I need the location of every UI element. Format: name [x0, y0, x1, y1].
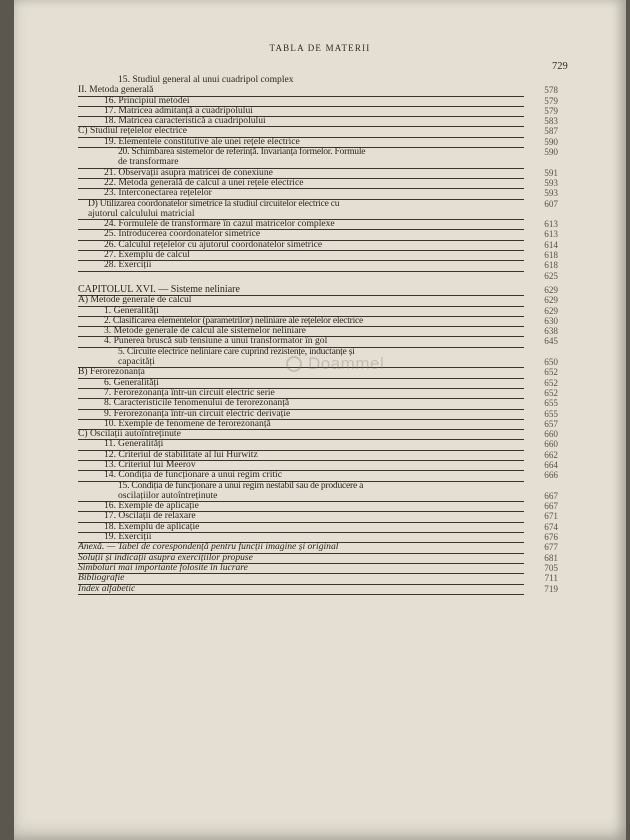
toc-entry-title: A) Metode generale de calcul	[78, 295, 524, 306]
toc-entry-page: 645	[544, 336, 558, 347]
toc-entry-page: 666	[544, 470, 558, 481]
toc-entry-title: Soluții și indicații asupra exercițiilor propuse	[78, 553, 524, 564]
toc-entry	[78, 409, 558, 419]
toc-entry-title: 6. Generalități	[78, 378, 524, 389]
toc-entry-title: 14. Condiția de funcționare a unui regim critic	[78, 470, 524, 481]
toc-section	[78, 429, 558, 439]
toc-entry-title: 22. Metoda generală de calcul a unei rețele electrice	[78, 178, 524, 189]
toc-entry	[78, 378, 558, 388]
toc-entry-title: 17. Oscilații de relaxare	[78, 511, 524, 522]
toc-entry	[78, 168, 558, 178]
toc-entry	[78, 250, 558, 260]
toc-entry-page: 671	[544, 511, 558, 522]
toc-entry	[78, 336, 558, 346]
toc-entry-page: 657	[544, 418, 558, 429]
toc-entry-page: 593	[544, 177, 558, 188]
toc-entry-page: 587	[544, 126, 558, 137]
toc-entry	[78, 260, 558, 270]
toc-entry	[78, 157, 558, 167]
toc-entry	[78, 450, 558, 460]
toc-entry-title: 16. Principiul metodei	[78, 96, 524, 107]
watermark-text: Doammel	[308, 354, 385, 373]
toc-entry	[78, 460, 558, 470]
toc-entry-page: 591	[544, 167, 558, 178]
toc-entry	[78, 137, 558, 147]
toc-entry-page: 593	[544, 188, 558, 199]
toc-entry-page: 667	[544, 490, 558, 501]
toc-section	[78, 542, 558, 552]
toc-entry-title: 28. Exerciții	[78, 260, 524, 271]
toc-entry-title: D) Utilizarea coordonatelor simetrice la studiul circuitelor electrice cu	[88, 198, 340, 209]
toc-entry-title: 13. Criteriul lui Meerov	[78, 460, 524, 471]
toc-entry-page: 613	[544, 229, 558, 240]
toc-entry-title: 8. Caracteristicile fenomenului de ferorezonanță	[78, 398, 524, 409]
toc-entry-page: 660	[544, 439, 558, 450]
toc-entry	[78, 439, 558, 449]
toc-entry	[78, 316, 558, 326]
toc-entry-page: 660	[544, 429, 558, 440]
toc-entry	[78, 188, 558, 198]
toc-entry-title: 7. Ferorezonanța într-un circuit electric serie	[78, 388, 524, 399]
toc-entry-page: 638	[544, 326, 558, 337]
toc-entry-page: 650	[544, 357, 558, 368]
toc-entry	[78, 326, 558, 336]
toc-entry	[78, 470, 558, 480]
toc-entry-title: ajutorul calculului matricial	[78, 209, 524, 220]
toc-entry-page: 607	[544, 198, 558, 209]
toc-entry	[78, 147, 558, 157]
toc-entry	[78, 532, 558, 542]
toc-entry-title: II. Metoda generală	[78, 85, 524, 96]
toc-entry-title: 19. Elementele constitutive ale unei rețele electrice	[78, 137, 524, 148]
toc-section	[78, 85, 558, 95]
toc-entry-title: 16. Exemple de aplicație	[78, 501, 524, 512]
toc-entry-title: 15. Condiția de funcționare a unui regim nestabil sau de producere a	[118, 480, 364, 491]
toc-entry-title: 23. Interconectarea rețelelor	[78, 188, 524, 199]
toc-entry-page: 662	[544, 449, 558, 460]
toc-entry-title: 9. Ferorezonanța într-un circuit electric derivație	[78, 409, 524, 420]
toc-entry-page: 652	[544, 377, 558, 388]
toc-section	[78, 209, 558, 219]
toc-entry	[78, 271, 558, 281]
toc-section	[78, 199, 558, 209]
toc-entry-page: 618	[544, 250, 558, 261]
toc-entry	[78, 306, 558, 316]
toc-entry-title: 3. Metode generale de calcul ale sistemelor neliniare	[78, 326, 524, 337]
toc-entry-title: C) Oscilații autoîntreținute	[78, 429, 524, 440]
toc-entry-title: 21. Observații asupra matricei de conexiune	[78, 168, 524, 179]
toc-entry-page: 711	[544, 573, 558, 584]
toc-entry-page: 655	[544, 408, 558, 419]
toc-entry-title: 11. Generalități	[78, 439, 524, 450]
toc-entry-page: 613	[544, 219, 558, 230]
toc-entry	[78, 419, 558, 429]
toc-entry-page: 583	[544, 116, 558, 127]
toc-chapter	[78, 285, 558, 295]
toc-entry-title: 25. Introducerea coordonatelor simetrice	[78, 229, 524, 240]
toc-entry-title: 20. Schimbarea sistemelor de referință. Invarianța formelor. Formule	[118, 147, 366, 158]
toc-entry	[78, 522, 558, 532]
toc-entry-page: 629	[544, 295, 558, 306]
toc-entry-page: 667	[544, 501, 558, 512]
toc-entry-title: 24. Formulele de transformare în cazul matricelor complexe	[78, 219, 524, 230]
toc-entry-title: capacități	[78, 357, 524, 368]
toc-entry-title: 26. Calculul rețelelor cu ajutorul coordonatelor simetrice	[78, 240, 524, 251]
toc-entry-page: 719	[544, 583, 558, 594]
toc-section	[78, 295, 558, 305]
toc-entry	[78, 398, 558, 408]
toc-section	[78, 553, 558, 563]
toc-entry-page: 630	[544, 315, 558, 326]
toc-entry-page: 652	[544, 367, 558, 378]
toc-entry-title: 12. Criteriul de stabilitate al lui Hurwitz	[78, 450, 524, 461]
toc-entry-page: 655	[544, 398, 558, 409]
toc-entry	[78, 106, 558, 116]
document-page	[14, 0, 626, 840]
toc-entry-title: 19. Exerciții	[78, 532, 524, 543]
toc-entry-page: 578	[544, 85, 558, 96]
toc-entry-title: 17. Matricea admitanță a cuadripolului	[78, 106, 524, 117]
toc-entry-title: 27. Exemplu de calcul	[78, 250, 524, 261]
toc-entry-title: 18. Matricea caracteristică a cuadripolului	[78, 116, 524, 127]
toc-entry-title: 2. Clasificarea elementelor (parametrilor) neliniare ale rețelelor electrice	[78, 316, 524, 327]
toc-entry-title: C) Studiul rețelelor electrice	[78, 126, 524, 137]
toc-entry-page: 625	[544, 270, 558, 281]
toc-entry-page: 629	[544, 284, 558, 295]
toc-entry-title: Index alfabetic	[78, 584, 524, 595]
toc-entry-page: 705	[544, 562, 558, 573]
toc-entry	[78, 116, 558, 126]
toc-entry-title: CAPITOLUL XVI. — Sisteme neliniare	[78, 285, 524, 296]
toc-entry-title: Anexă. — Tabel de corespondență pentru funcții imagine și original	[78, 542, 524, 553]
toc-entry-title: 1. Generalități	[78, 306, 524, 317]
toc-section	[78, 563, 558, 573]
toc-entry-page: 579	[544, 95, 558, 106]
toc-entry	[78, 388, 558, 398]
toc-entry-page: 674	[544, 521, 558, 532]
toc-entry-page: 676	[544, 532, 558, 543]
running-title: TABLA DE MATERII	[269, 43, 371, 53]
toc-entry	[78, 511, 558, 521]
toc-section	[78, 584, 558, 594]
table-of-contents	[78, 75, 558, 594]
toc-entry-title: 18. Exemplu de aplicație	[78, 522, 524, 533]
toc-entry-page: 590	[544, 147, 558, 158]
page-number: 729	[552, 61, 568, 72]
toc-entry	[78, 481, 558, 491]
toc-entry	[78, 229, 558, 239]
watermark	[286, 354, 414, 378]
toc-entry-title: de transformare	[78, 157, 524, 168]
toc-entry-page: 590	[544, 136, 558, 147]
toc-entry-title: 5. Circuite electrice neliniare care cuprind rezistențe, inductanțe și	[118, 346, 355, 357]
toc-section	[78, 573, 558, 583]
toc-entry-page: 614	[544, 239, 558, 250]
toc-section	[78, 126, 558, 136]
toc-entry	[78, 491, 558, 501]
toc-entry-title: 15. Studiul general al unui cuadripol complex	[118, 75, 294, 85]
toc-entry-title: 10. Exemple de fenomene de ferorezonanță	[78, 419, 524, 430]
toc-entry	[78, 75, 558, 85]
toc-entry-title: oscilațiilor autoîntreținute	[78, 491, 524, 502]
toc-entry-page: 652	[544, 387, 558, 398]
toc-entry-page: 681	[544, 552, 558, 563]
toc-entry-page: 664	[544, 459, 558, 470]
toc-entry-page: 618	[544, 260, 558, 271]
toc-entry	[78, 501, 558, 511]
watermark-logo-icon	[286, 356, 302, 372]
toc-entry-title: Bibliografie	[78, 573, 524, 584]
toc-entry	[78, 178, 558, 188]
toc-entry-page: 629	[544, 305, 558, 316]
toc-entry	[78, 219, 558, 229]
toc-entry-title: 4. Punerea bruscă sub tensiune a unui transformator în gol	[78, 336, 524, 347]
toc-entry	[78, 240, 558, 250]
toc-entry-title: B) Ferorezonanța	[78, 367, 524, 378]
toc-entry-page: 579	[544, 105, 558, 116]
toc-entry-title: Simboluri mai importante folosite în lucrare	[78, 563, 524, 574]
toc-entry	[78, 96, 558, 106]
toc-entry-page: 677	[544, 542, 558, 553]
